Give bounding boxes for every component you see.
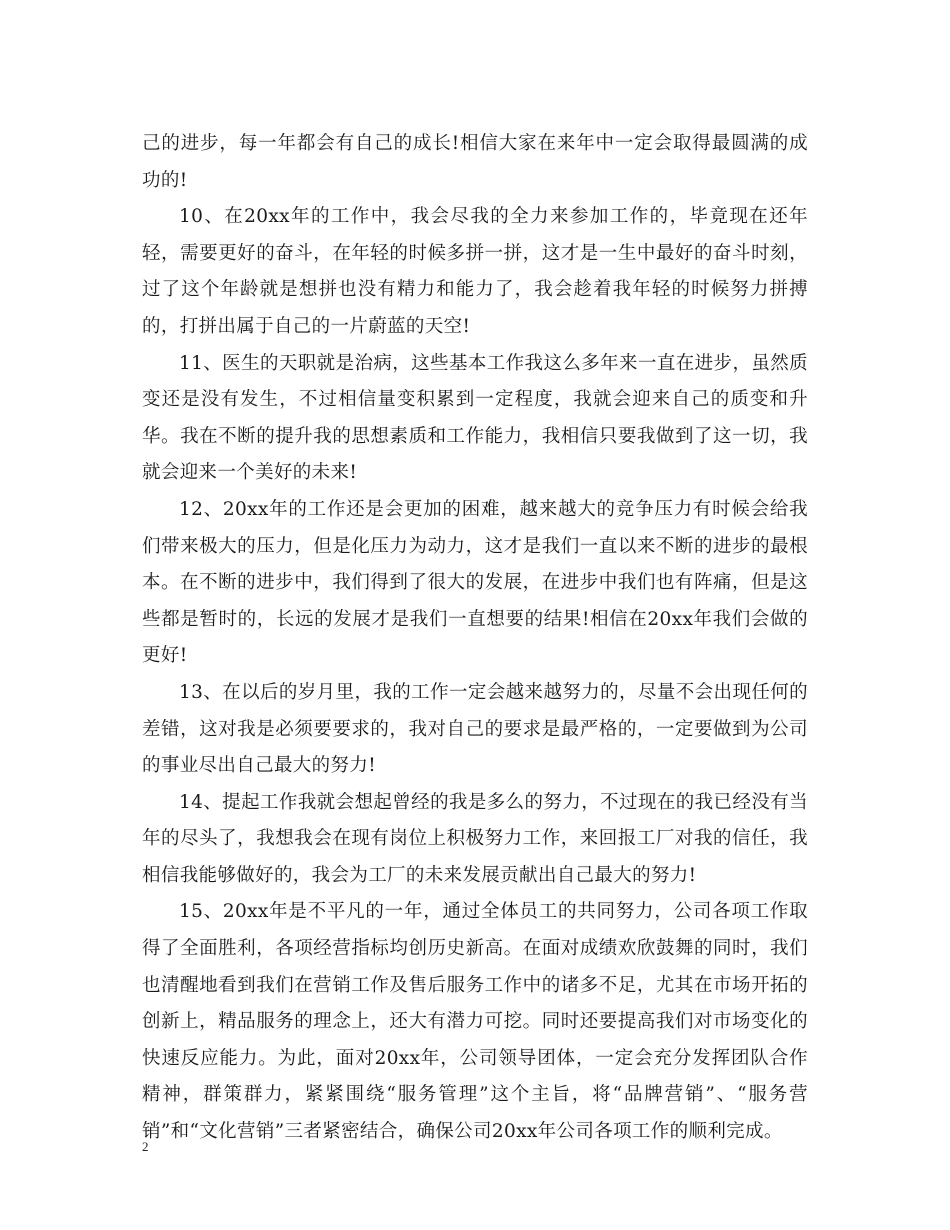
paragraph-11: 11、医生的天职就是治病，这些基本工作我这么多年来一直在进步，虽然质变还是没有发生，不过相信量变积累到一定程度，我就会迎来自己的质变和升华。我在不断的提升我的思想素质和工作能力，我相信只要我做到了这一切，我就会迎来一个美好的未来! [142,352,808,484]
paragraph-10: 10、在20xx年的工作中，我会尽我的全力来参加工作的，毕竟现在还年轻，需要更好的奋斗，在年轻的时候多拼一拼，这才是一生中最好的奋斗时刻，过了这个年龄就是想拼也没有精力和能力了，我会趁着我年轻的时候努力拼搏的，打拼出属于自己的一片蔚蓝的天空! [142,206,808,337]
paragraph-13: 13、在以后的岁月里，我的工作一定会越来越努力的，尽量不会出现任何的差错，这对我是必须要要求的，我对自己的要求是最严格的，一定要做到为公司的事业尽出自己最大的努力! [142,681,808,777]
paragraph-continued: 己的进步，每一年都会有自己的成长!相信大家在来年中一定会取得最圆满的成功的! [142,133,808,191]
document-body [142,126,808,1151]
paragraph-15: 15、20xx年是不平凡的一年，通过全体员工的共同努力，公司各项工作取得了全面胜利，各项经营指标均创历史新高。在面对成绩欢欣鼓舞的同时，我们也清醒地看到我们在营销工作及售后服务工作中的诸多不足，尤其在市场开拓的创新上，精品服务的理念上，还大有潜力可挖。同时还要提高我们对市场变化的快速反应能力。为此，面对20xx年，公司领导团体，一定会充分发挥团队合作精神，群策群力，紧紧围绕“服务管理”这个主旨，将“品牌营销”、“服务营销”和“文化营销”三者紧密结合，确保公司20xx年公司各项工作的顺利完成。 [142,901,808,1143]
paragraph-12: 12、20xx年的工作还是会更加的困难，越来越大的竞争压力有时候会给我们带来极大的压力，但是化压力为动力，这才是我们一直以来不断的进步的最根本。在不断的进步中，我们得到了很大的发展，在进步中我们也有阵痛，但是这些都是暂时的，长远的发展才是我们一直想要的结果!相信在20xx年我们会做的更好! [142,498,808,667]
page-number: 2 [142,1139,149,1154]
paragraph-14: 14、提起工作我就会想起曾经的我是多么的努力，不过现在的我已经没有当年的尽头了，我想我会在现有岗位上积极努力工作，来回报工厂对我的信任，我相信我能够做好的，我会为工厂的未来发展贡献出自己最大的努力! [142,791,808,886]
